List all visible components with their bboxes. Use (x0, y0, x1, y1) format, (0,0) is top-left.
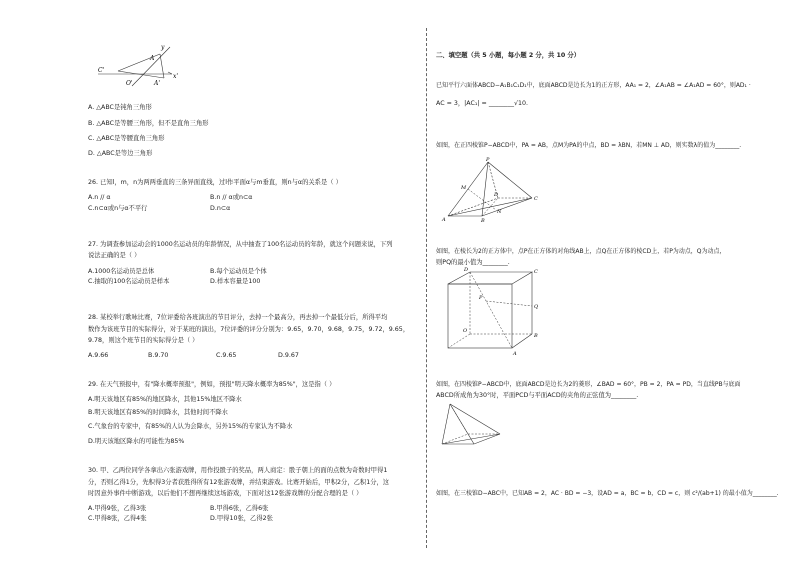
p4-line1: 如图，在四棱锥P−ABCD中，底面ABCD是边长为2的菱形，∠BAD = 60°，PB = 2，PA = PD，当直线PB与底面 (436, 381, 741, 388)
p1-line1: 已知平行六面体ABCD−A₁B₁C₁D₁中，底面ABCD是边长为1的正方形，AA₁ = 2，∠A₁AB = ∠A₁AD = 60°，则AD₁ · (436, 82, 751, 89)
q25-option-b: B. △ABC是等腰三角形，但不是直角三角形 (88, 120, 209, 127)
q28-options (88, 352, 299, 360)
q29-option-d: D.明天该地区降水的可能性为85% (88, 438, 185, 445)
q29-option-b: B.明天该地区有85%的时间降水，其他时间不降水 (88, 409, 228, 416)
figure-p3-cube (446, 268, 566, 358)
p2-label-c: C (534, 196, 538, 202)
q26-option-a: A.n // α (88, 194, 111, 201)
q30-stem-line2: 分，否则乙得1分，先积得3分者获胜得所有12张游戏牌，并结束游戏。比赛开始后，甲积2分，乙积1分，这 (88, 479, 390, 486)
q26-option-c: C.n⊂α或n与α不平行 (88, 205, 148, 212)
q25-option-a: A. △ABC是钝角三角形 (88, 104, 152, 111)
q26-options-row1 (88, 194, 332, 202)
section-heading-fill-in: 二、填空题（共 5 小题，每小题 2 分，共 10 分） (436, 52, 581, 59)
q30-options-row1 (88, 505, 332, 513)
q28-option-c: C.9.65 (216, 352, 237, 359)
q30-option-c: C.甲得8张，乙得4张 (88, 515, 147, 522)
q27-options-row1 (88, 268, 332, 276)
q28-option-d: D.9.67 (278, 352, 299, 359)
p4-line2: ABCD所成角为30°时，平面PCD与平面ACD的夹角的正弦值为________. (436, 392, 639, 399)
fig25-label-a-prime: A' (154, 80, 160, 87)
p3-label-d: D (464, 267, 469, 273)
p2-label-d: D (494, 192, 499, 198)
q28-stem-line2: 数作为该班节目的实际得分，对于某班的演出，7位评委的评分分别为：9.65，9.70，9.68，9.75，9.72，9.65， (88, 326, 410, 333)
p3-line1: 如图，在棱长为2的正方体中，点P在正方体的对角线AB上，点Q在正方体的棱CD上，若P为动点，Q为动点， (436, 248, 726, 255)
q28-option-b: B.9.70 (148, 352, 169, 359)
p5-line1: 如图，在三棱锥D−ABC中，已知AB = 2，AC · BD = −3，设AD = a，BC = b，CD = c，则 c²/(ab+1) 的最小值为________. (436, 490, 779, 497)
q27-option-a: A.1000名运动员是总体 (88, 268, 155, 275)
q27-option-c: C.抽取的100名运动员是样本 (88, 278, 170, 285)
q28-stem-line1: 28. 某校举行歌咏比赛，7位评委给各班演出的节目评分，去掉一个最高分，再去掉一个最低分后，所得平均 (88, 314, 388, 321)
q27-option-d: D.样本容量是100 (210, 278, 261, 285)
p3-label-a: A (513, 351, 517, 357)
q27-stem-line2: 说法正确的是（ ） (88, 252, 141, 259)
figure-q25-oblique-axes (98, 42, 198, 92)
right-column (436, 0, 786, 562)
fig25-label-y: y (161, 44, 165, 51)
p2-label-a: A (442, 217, 446, 223)
left-column (88, 0, 424, 562)
p1-line2: AC = 3，|AC₁| = ________√10. (436, 100, 529, 107)
p2-line1: 如图，在正四棱锥P−ABCD中，PA = AB，点M为PA的中点，BD = λBN，若MN ⊥ AD，则实数λ的值为________. (436, 142, 742, 149)
q30-option-d: D.甲得10张，乙得2张 (210, 515, 273, 522)
q30-stem-line1: 30. 甲、乙两位同学各拿出六张游戏牌，用作投骰子的奖品，两人商定：骰子朝上的面的点数为奇数时甲得1 (88, 467, 388, 474)
q25-option-c: C. △ABC是等腰直角三角形 (88, 135, 165, 142)
q29-option-c: C.气象台的专家中，有85%的人认为会降水，另外15%的专家认为不降水 (88, 423, 293, 430)
fig25-label-c: C' (98, 67, 105, 74)
p3-line2: 则PQ的最小值为________. (436, 259, 510, 266)
q26-stem: 26. 已知l，m，n为两两垂直的三条异面直线，过l作平面α与m垂直，则n与α的关系是（ ） (88, 179, 342, 186)
figure-p4-pyramid (440, 402, 510, 446)
q28-option-a: A.9.66 (88, 352, 109, 359)
p3-label-b: B (534, 333, 538, 339)
q30-option-b: B.甲得6张，乙得6张 (210, 505, 269, 512)
fig25-label-o: O' (126, 80, 133, 87)
q29-option-a: A.明天该地区有85%的地区降水，其他15%地区不降水 (88, 396, 242, 403)
p3-label-p: P (479, 295, 483, 301)
q27-option-b: B.每个运动员是个体 (210, 268, 267, 275)
column-divider (426, 28, 427, 548)
q27-options-row2 (88, 278, 332, 286)
q28-stem-line3: 9.78，则这个班节目的实际得分是（ ） (88, 337, 199, 344)
q25-option-d: D. △ABC是等边三角形 (88, 150, 153, 157)
q30-option-a: A.甲得9张，乙得3张 (88, 505, 147, 512)
figure-p2-pyramid (442, 158, 542, 222)
q30-stem-line3: 时因意外事件中断游戏，以后他们不想再继续这场游戏，下面对这12张游戏牌的分配合理的是（ ） (88, 490, 363, 497)
q26-options-row2 (88, 205, 332, 213)
fig25-label-a: A (150, 55, 155, 62)
p3-label-c: C (534, 269, 538, 275)
q30-options-row2 (88, 515, 332, 523)
p2-label-n: N (497, 209, 502, 215)
p2-label-p: P (486, 157, 490, 163)
p3-label-o: O (463, 328, 468, 334)
fig25-label-x: x' (173, 73, 179, 80)
q29-stem: 29. 在天气预报中，有"降水概率预报"，例如，预报"明天降水概率为85%"，这是指（ ） (88, 381, 336, 388)
q27-stem-line1: 27. 为调查参加运动会的1000名运动员的年龄情况，从中抽查了100名运动员的年龄，就这个问题来说，下列 (88, 241, 393, 248)
p2-label-m: M (461, 185, 467, 191)
p3-label-q: Q (534, 304, 539, 310)
q26-option-b: B.n // α或n⊂α (210, 194, 253, 201)
q26-option-d: D.n⊂α (210, 205, 231, 212)
p2-label-b: B (481, 218, 485, 224)
